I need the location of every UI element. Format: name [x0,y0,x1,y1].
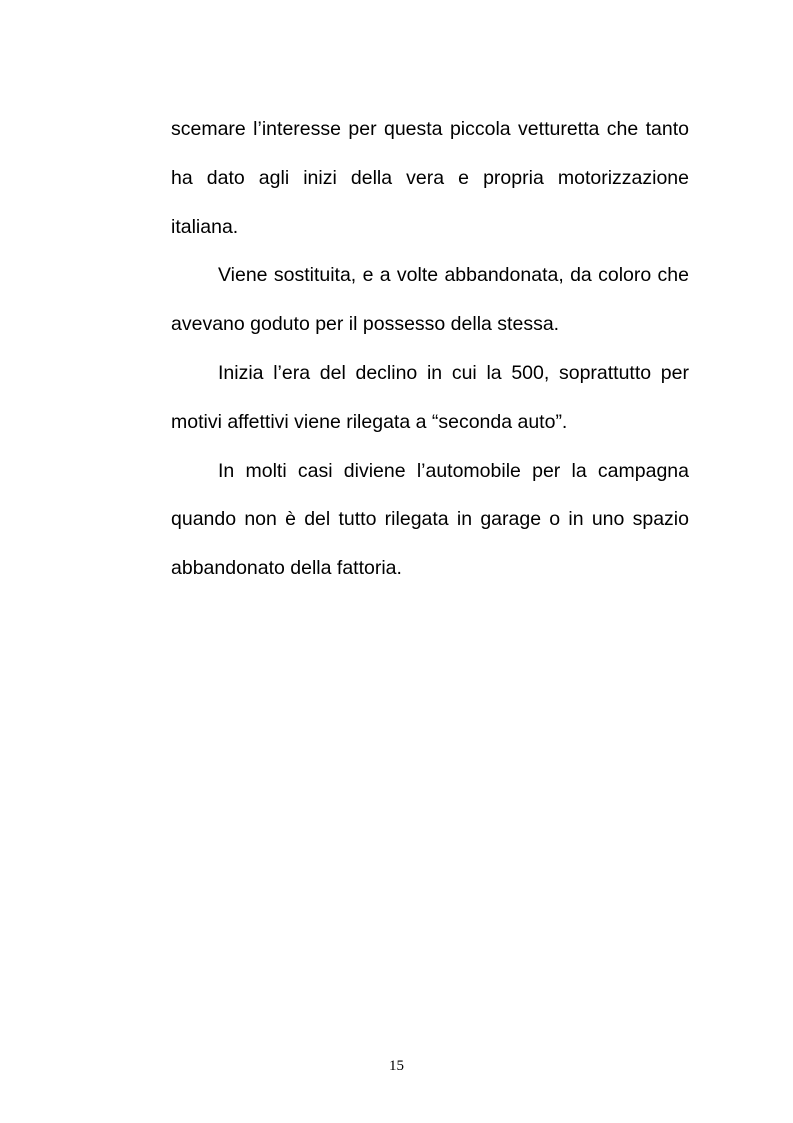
paragraph: In molti casi diviene l’automobile per la campagna quando non è del tutto rilegata in garage o in uno spazio abbandonato della fattoria. [171,459,689,580]
paragraph: Viene sostituita, e a volte abbandonata, da coloro che avevano goduto per il possesso della stessa. [171,264,689,336]
paragraph: Inizia l’era del declino in cui la 500, soprattutto per motivi affettivi viene rilegata a “seconda auto”. [171,361,689,433]
body-text [171,105,689,593]
page-number: 15 [389,1058,404,1074]
paragraph-continuation: scemare l’interesse per questa piccola vetturetta che tanto ha dato agli inizi della vera e propria motorizzazione italiana. [171,118,689,238]
